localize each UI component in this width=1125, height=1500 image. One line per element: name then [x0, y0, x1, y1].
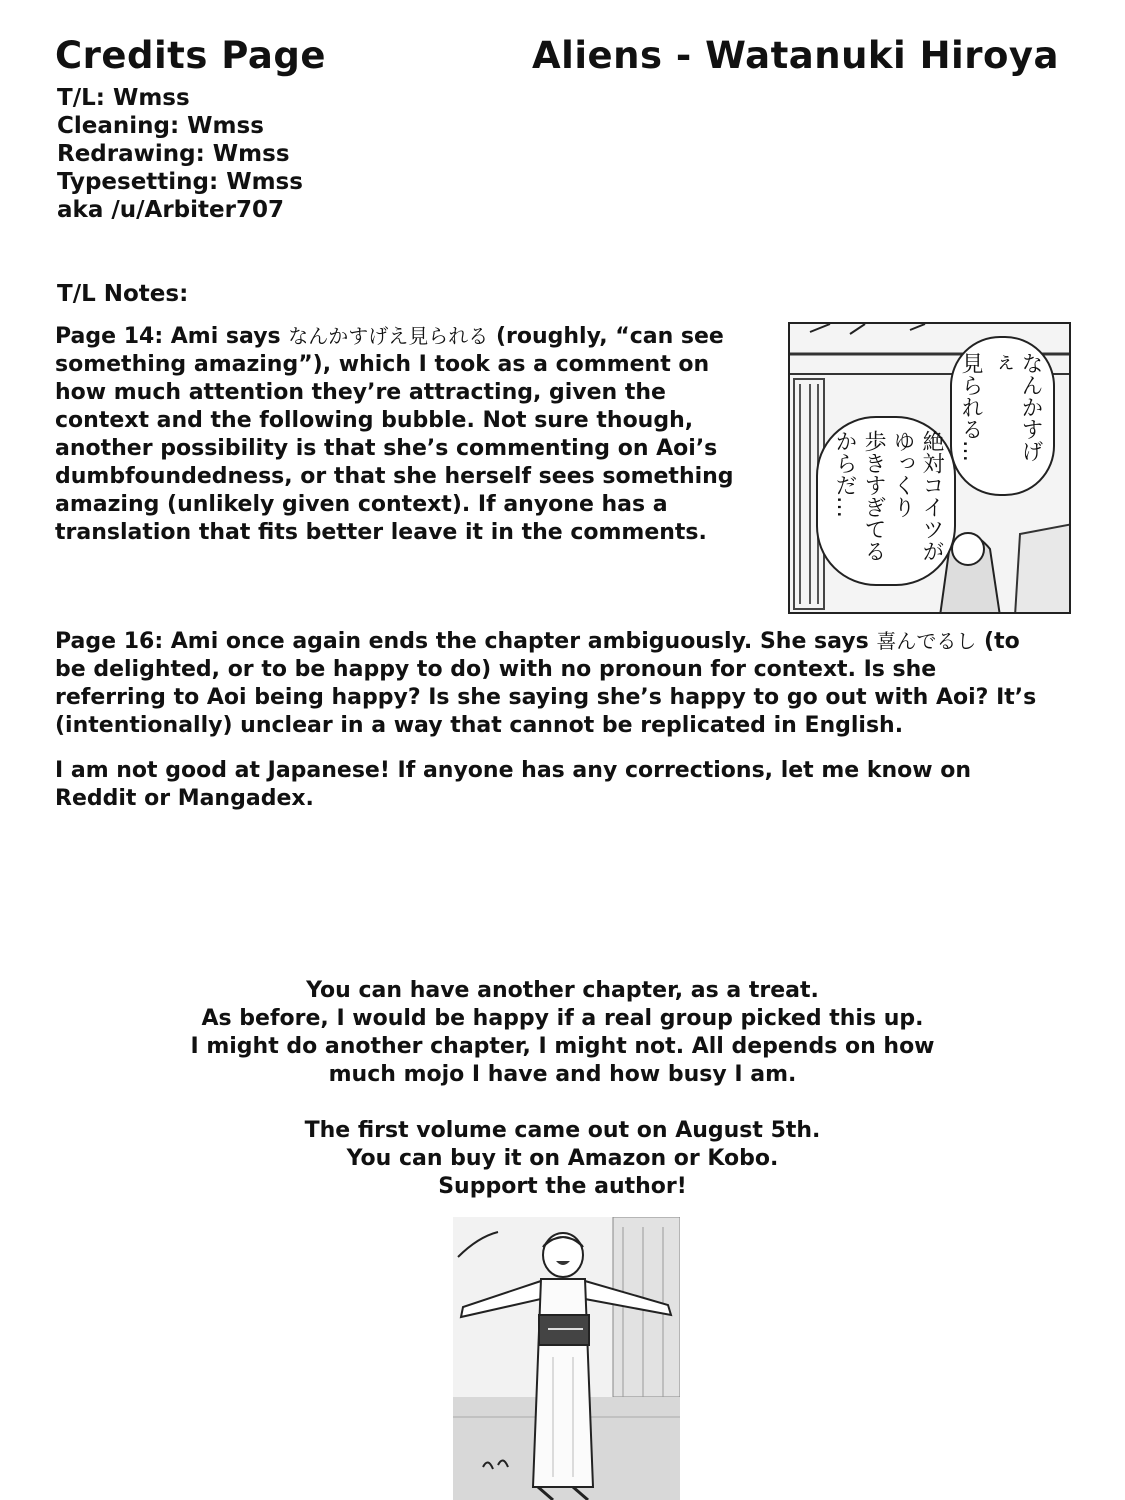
note-page-16 [55, 627, 1045, 740]
disclaimer: I am not good at Japanese! If anyone has any corrections, let me know on Reddit or Mangadex. [55, 758, 972, 811]
credit-cleaning: Cleaning: Wmss [57, 113, 264, 139]
series-title: Aliens - Watanuki Hiroya [532, 34, 1059, 77]
closing-line: I might do another chapter, I might not. All depends on how [190, 1034, 935, 1059]
manga-panel-page-14 [788, 322, 1071, 614]
note-text: Ami once again ends the chapter ambiguously. She says [163, 629, 877, 654]
note-label: Page 16: [55, 629, 164, 654]
page-title: Credits Page [55, 34, 326, 77]
volume-line: The first volume came out on August 5th. [304, 1118, 821, 1143]
bubble-line: 見られる… [958, 352, 983, 462]
volume-message [0, 1117, 1125, 1201]
credit-alias: aka /u/Arbiter707 [57, 197, 284, 223]
closing-line: You can have another chapter, as a treat. [306, 978, 819, 1003]
volume-line: You can buy it on Amazon or Kobo. [346, 1146, 779, 1171]
bubble-line: からだ… [832, 430, 857, 518]
note-text: Ami says [163, 324, 289, 349]
credits-list [57, 84, 303, 224]
notes-heading: T/L Notes: [57, 281, 189, 307]
kimono-character-art [453, 1217, 680, 1500]
japanese-quote: なんかすげえ見られる [288, 324, 489, 348]
japanese-quote: 喜んでるし [876, 629, 977, 653]
note-label: Page 14: [55, 324, 164, 349]
credit-typesetting: Typesetting: Wmss [57, 169, 303, 195]
bubble-line: ゆっくり [890, 430, 915, 518]
manga-panel-bottom [453, 1217, 680, 1500]
closing-message [0, 977, 1125, 1089]
note-page-14 [55, 322, 767, 547]
note-text: (to be delighted, or to be happy to do) with no pronoun for context. Is she referring to Aoi being happy? Is she saying she’s happy to go out with Aoi? It’s (intentionally) unclear in a way that cannot be replicated in English. [55, 629, 1037, 738]
closing-line: As before, I would be happy if a real group picked this up. [201, 1006, 924, 1031]
closing-line: much mojo I have and how busy I am. [328, 1062, 797, 1087]
bubble-line: 歩きすぎてる [861, 430, 886, 562]
credit-translation: T/L: Wmss [57, 85, 190, 111]
bubble-line: 絶対コイツが [919, 430, 944, 562]
speech-bubble-1 [950, 336, 1055, 496]
speech-bubble-2 [816, 416, 956, 586]
note-text: (roughly, “can see something amazing”), which I took as a comment on how much attention they’re attracting, given the context and the following bubble. Not sure though, another possibility is that she’s commenting on Aoi’s dumbfoundedness, or that she herself sees something amazing (unlikely given context). If anyone has a translation that fits better leave it in the comments. [55, 324, 734, 545]
bubble-line: なんかすげぇ [988, 352, 1043, 462]
credit-redrawing: Redrawing: Wmss [57, 141, 290, 167]
volume-line: Support the author! [438, 1174, 687, 1199]
